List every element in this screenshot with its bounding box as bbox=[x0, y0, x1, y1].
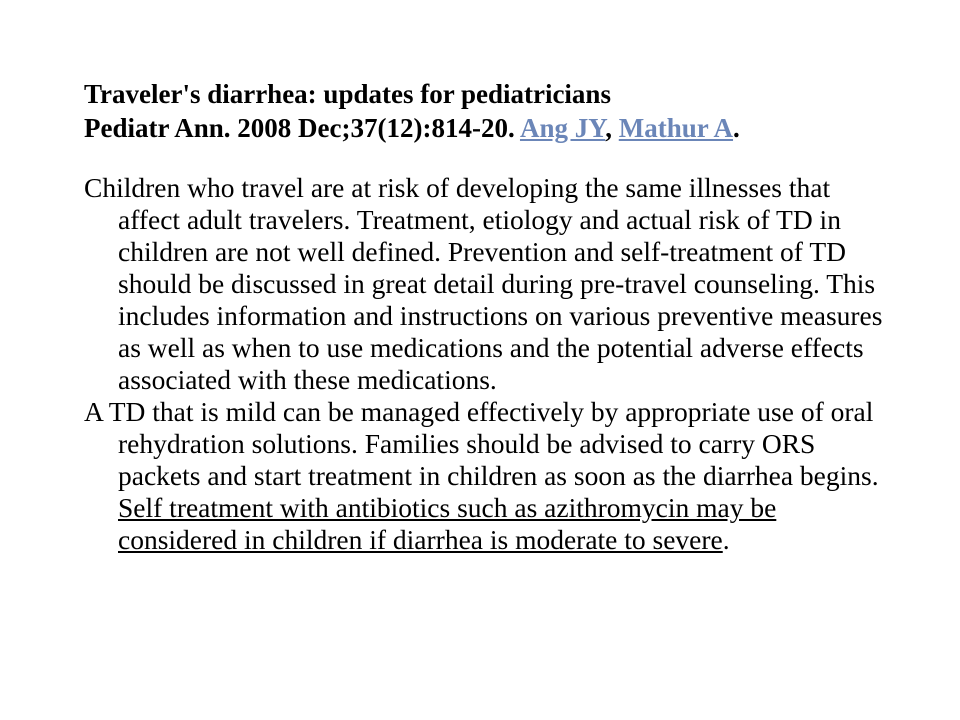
management-end: . bbox=[722, 524, 730, 555]
citation-end: . bbox=[733, 113, 740, 143]
author-separator: , bbox=[605, 113, 619, 143]
slide-content bbox=[84, 76, 894, 556]
management-text: A TD that is mild can be managed effectively by appropriate use of oral rehydration solutions. Families should be advised to carry ORS packets and start treatment in children as soon as the diarrhea begins. bbox=[84, 396, 879, 491]
article-title: Traveler's diarrhea: updates for pediatricians bbox=[84, 79, 611, 109]
article-citation bbox=[84, 112, 894, 144]
antibiotic-recommendation: Self treatment with antibiotics such as azithromycin may be considered in children if diarrhea is moderate to severe bbox=[118, 492, 777, 555]
author-link-mathur[interactable]: Mathur A bbox=[618, 113, 734, 143]
journal-reference: Pediatr Ann. 2008 Dec;37(12):814-20. bbox=[84, 113, 515, 143]
author-link-ang[interactable]: Ang JY bbox=[519, 113, 606, 143]
abstract-paragraph: Children who travel are at risk of developing the same illnesses that affect adult travelers. Treatment, etiology and actual risk of TD in children are not well defined. Prevention and self-treatment of TD should be discussed in great detail during pre-travel counseling. This includes information and instructions on various preventive measures as well as when to use medications and the potential adverse effects associated with these medications. bbox=[84, 172, 883, 395]
management-paragraph bbox=[84, 396, 894, 556]
